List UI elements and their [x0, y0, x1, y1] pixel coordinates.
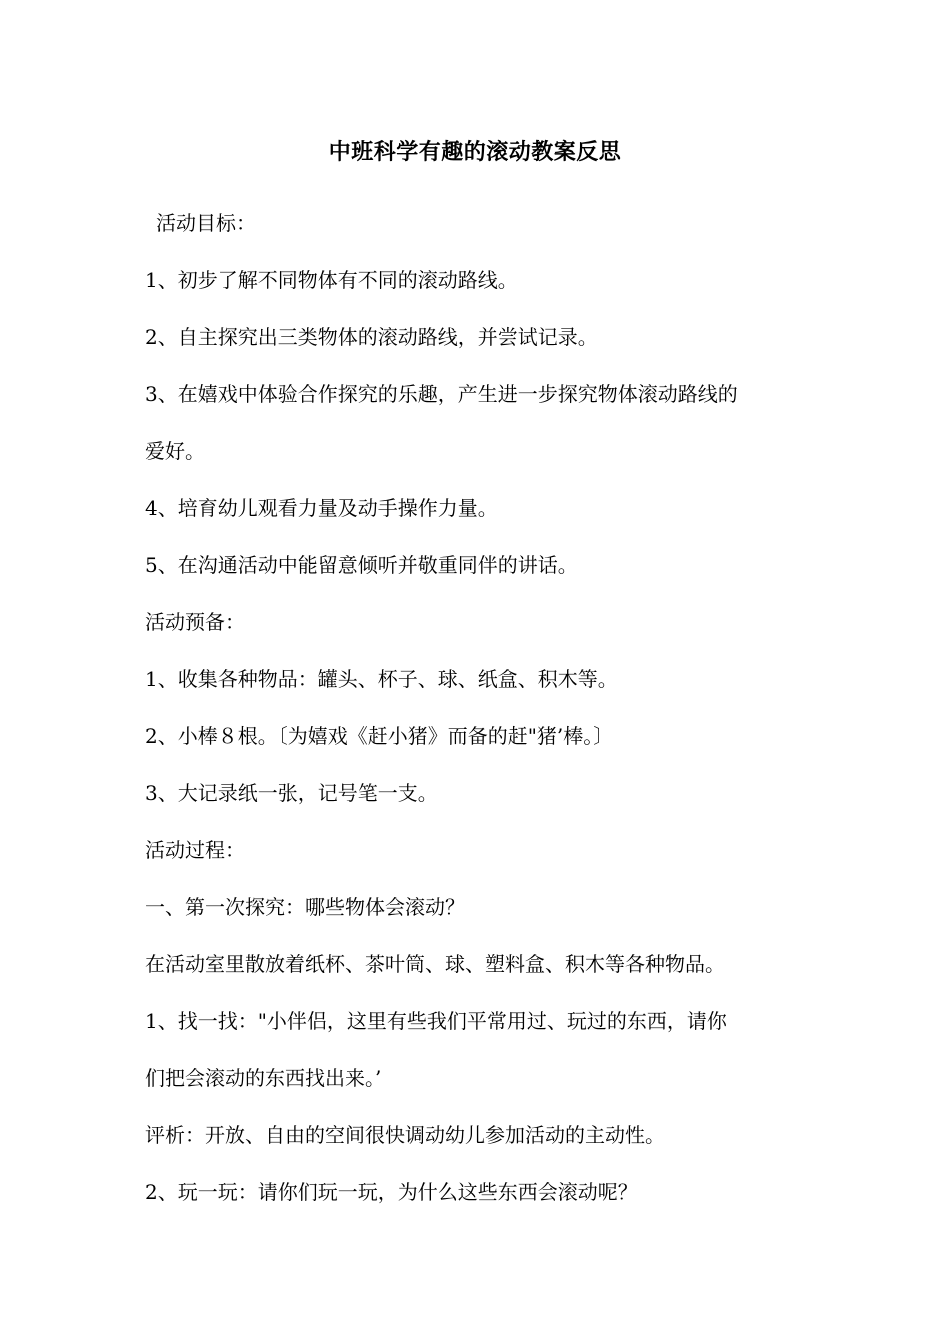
paragraph-line: 活动过程：	[145, 838, 245, 862]
paragraph-line: 一、第一次探究：哪些物体会滚动？	[145, 895, 465, 919]
paragraph-line: 活动预备：	[145, 610, 245, 634]
paragraph-line: 爱好。	[145, 439, 205, 463]
paragraph-line: 1、找一找："小伴侣，这里有些我们平常用过、玩过的东西，请你	[145, 1009, 727, 1033]
paragraph-line: 1、收集各种物品：罐头、杯子、球、纸盒、积木等。	[145, 667, 618, 691]
paragraph-line: 2、自主探究出三类物体的滚动路线，并尝试记录。	[145, 325, 598, 349]
paragraph-line: 2、小棒８根。〔为嬉戏《赶小猪》而备的赶"猪’棒。〕	[145, 724, 614, 748]
paragraph-line: 3、大记录纸一张，记号笔一支。	[145, 781, 438, 805]
paragraph-line: 2、玩一玩：请你们玩一玩，为什么这些东西会滚动呢？	[145, 1180, 638, 1204]
paragraph-line: 4、培育幼儿观看力量及动手操作力量。	[145, 496, 498, 520]
paragraph-line: 们把会滚动的东西找出来。’	[145, 1066, 382, 1090]
document-title: 中班科学有趣的滚动教案反思	[328, 139, 622, 165]
paragraph-line: 5、在沟通活动中能留意倾听并敬重同伴的讲话。	[145, 553, 578, 577]
paragraph-line: 评析：开放、自由的空间很快调动幼儿参加活动的主动性。	[145, 1123, 665, 1147]
paragraph-line: 1、初步了解不同物体有不同的滚动路线。	[145, 268, 518, 292]
paragraph-line: 3、在嬉戏中体验合作探究的乐趣，产生进一步探究物体滚动路线的	[145, 382, 738, 406]
paragraph-line: 在活动室里散放着纸杯、茶叶筒、球、塑料盒、积木等各种物品。	[145, 952, 725, 976]
paragraph-line: 活动目标：	[156, 211, 256, 235]
